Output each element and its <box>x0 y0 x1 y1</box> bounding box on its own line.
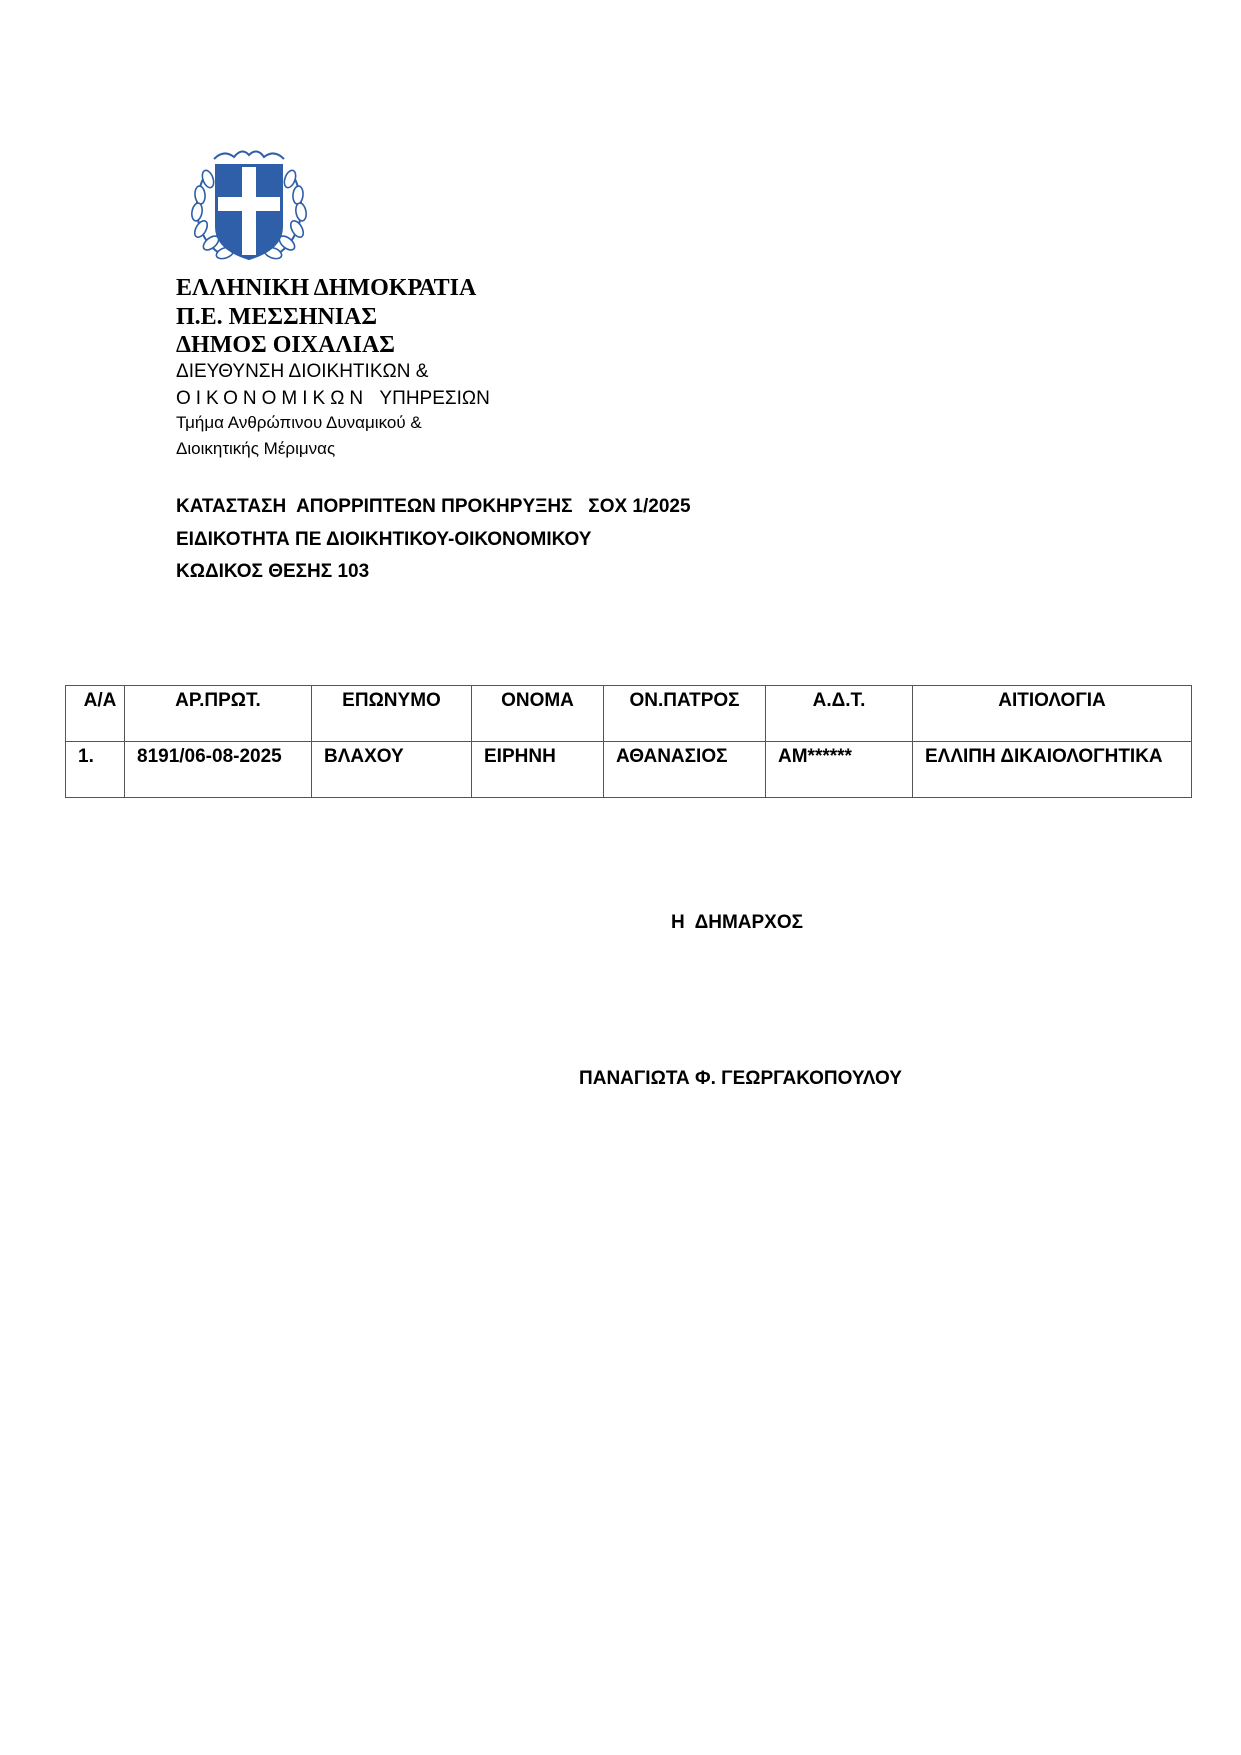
specialty-title: ΕΙΔΙΚΟΤΗΤΑ ΠΕ ΔΙΟΙΚΗΤΙΚΟΥ-ΟΙΚΟΝΟΜΙΚΟΥ <box>176 529 592 550</box>
rejected-candidates-table <box>65 685 1192 798</box>
column-header: ΟΝΟΜΑ <box>472 686 604 742</box>
header-region: Π.Ε. ΜΕΣΣΗΝΙΑΣ <box>176 304 378 330</box>
column-header: ΕΠΩΝΥΜΟ <box>312 686 472 742</box>
header-department-line2: Διοικητικής Μέριμνας <box>176 439 336 458</box>
column-header: Α/Α <box>66 686 125 742</box>
signature-role: Η ΔΗΜΑΡΧΟΣ <box>671 912 804 933</box>
column-header: Α.Δ.Τ. <box>766 686 913 742</box>
table-cell: 1. <box>66 742 125 798</box>
position-code-title: ΚΩΔΙΚΟΣ ΘΕΣΗΣ 103 <box>176 561 370 582</box>
header-municipality: ΔΗΜΟΣ ΟΙΧΑΛΙΑΣ <box>176 332 395 358</box>
table-header-row <box>66 686 1192 742</box>
table-row <box>66 742 1192 798</box>
header-country: ΕΛΛΗΝΙΚΗ ΔΗΜΟΚΡΑΤΙΑ <box>176 275 477 301</box>
header-directorate-line1: ΔΙΕΥΘΥΝΣΗ ΔΙΟΙΚΗΤΙΚΩΝ & <box>176 361 429 382</box>
document-title: ΚΑΤΑΣΤΑΣΗ ΑΠΟΡΡΙΠΤΕΩΝ ΠΡΟΚΗΡΥΞΗΣ ΣΟΧ 1/2025 <box>176 496 691 517</box>
column-header: ΟΝ.ΠΑΤΡΟΣ <box>604 686 766 742</box>
table-cell: ΑΜ****** <box>766 742 913 798</box>
header-department-line1: Τμήμα Ανθρώπινου Δυναμικού & <box>176 413 422 432</box>
header-directorate-word-b: ΥΠΗΡΕΣΙΩΝ <box>379 388 490 409</box>
greek-coat-of-arms-icon <box>186 145 312 269</box>
table-cell: ΒΛΑΧΟΥ <box>312 742 472 798</box>
table-cell: 8191/06-08-2025 <box>125 742 312 798</box>
signature-name: ΠΑΝΑΓΙΩΤΑ Φ. ΓΕΩΡΓΑΚΟΠΟΥΛΟΥ <box>579 1068 902 1089</box>
table-cell: ΑΘΑΝΑΣΙΟΣ <box>604 742 766 798</box>
table-cell: ΕΙΡΗΝΗ <box>472 742 604 798</box>
header-directorate-line2 <box>176 388 490 410</box>
column-header: ΑΡ.ΠΡΩΤ. <box>125 686 312 742</box>
table-cell: ΕΛΛΙΠΗ ΔΙΚΑΙΟΛΟΓΗΤΙΚΑ <box>913 742 1192 798</box>
header-directorate-word-a: ΟΙΚΟΝΟΜΙΚΩΝ <box>176 388 369 409</box>
column-header: ΑΙΤΙΟΛΟΓΙΑ <box>913 686 1192 742</box>
